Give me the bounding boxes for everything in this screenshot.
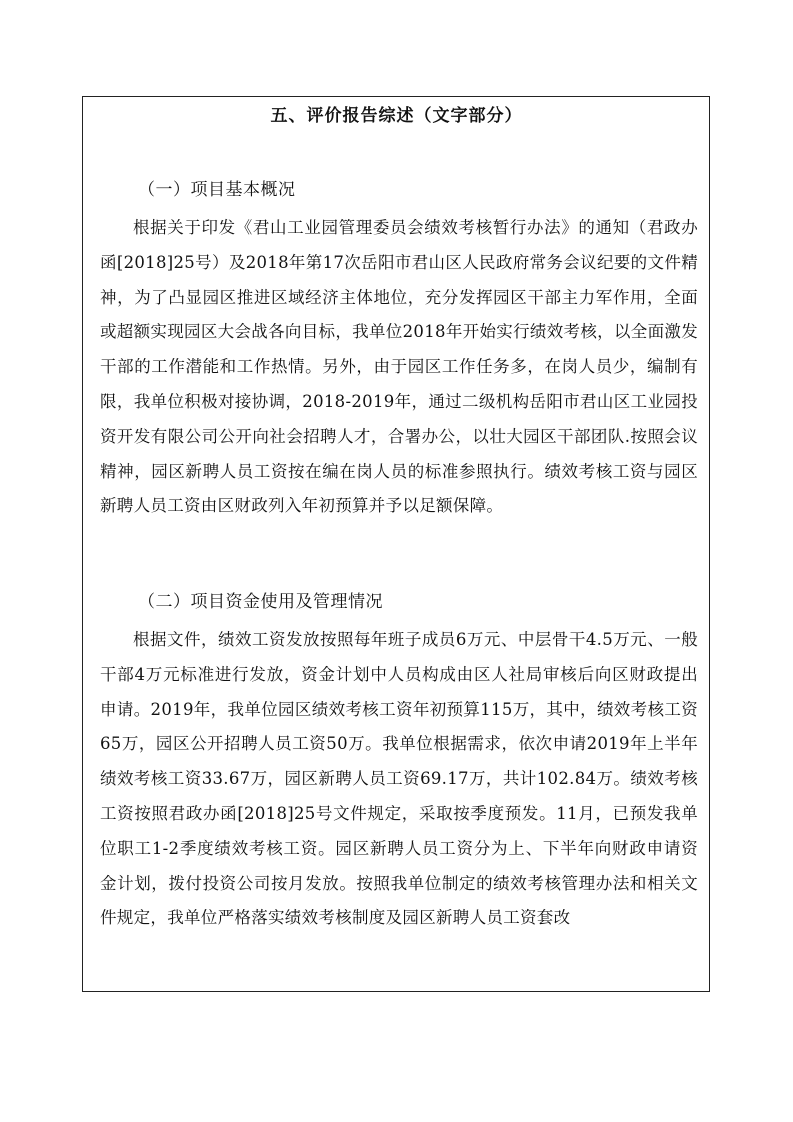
paragraph-basic-overview: 根据关于印发《君山工业园管理委员会绩效考核暂行办法》的通知（君政办函[2018]25号）及2018年第17次岳阳市君山区人民政府常务会议纪要的文件精神，为了凸显园区推进区域经济主体地位，充分发挥园区干部主力军作用，全面或超额实现园区大会战各向目标，我单位2018年开始实行绩效考核，以全面激发干部的工作潜能和工作热情。另外，由于园区工作任务多，在岗人员少，编制有限，我单位积极对接协调，2018-2019年，通过二级机构岳阳市君山区工业园投资开发有限公司公开向社会招聘人才，合署办公，以壮大园区干部团队.按照会议精神，园区新聘人员工资按在编在岗人员的标准参照执行。绩效考核工资与园区新聘人员工资由区财政列入年初预算并予以足额保障。 (100, 218, 698, 516)
report-section-title: 五、评价报告综述（文字部分） (270, 106, 523, 126)
paragraph-funds-management: 根据文件，绩效工资发放按照每年班子成员6万元、中层骨干4.5万元、一般干部4万元标准进行发放，资金计划中人员构成由区人社局审核后向区财政提出申请。2019年，我单位园区绩效考核工资年初预算115万，其中，绩效考核工资65万，园区公开招聘人员工资50万。我单位根据需求，依次申请2019年上半年绩效考核工资33.67万，园区新聘人员工资69.17万，共计102.84万。绩效考核工资按照君政办函[2018]25号文件规定，采取按季度预发。11月，已预发我单位职工1-2季度绩效考核工资。园区新聘人员工资分为上、下半年向财政申请资金计划，拨付投资公司按月发放。按照我单位制定的绩效考核管理办法和相关文件规定，我单位严格落实绩效考核制度及园区新聘人员工资套改 (100, 630, 698, 928)
section-heading-basic-overview: （一）项目基本概况 (138, 180, 296, 200)
section-heading-funds-management: （二）项目资金使用及管理情况 (138, 592, 383, 612)
